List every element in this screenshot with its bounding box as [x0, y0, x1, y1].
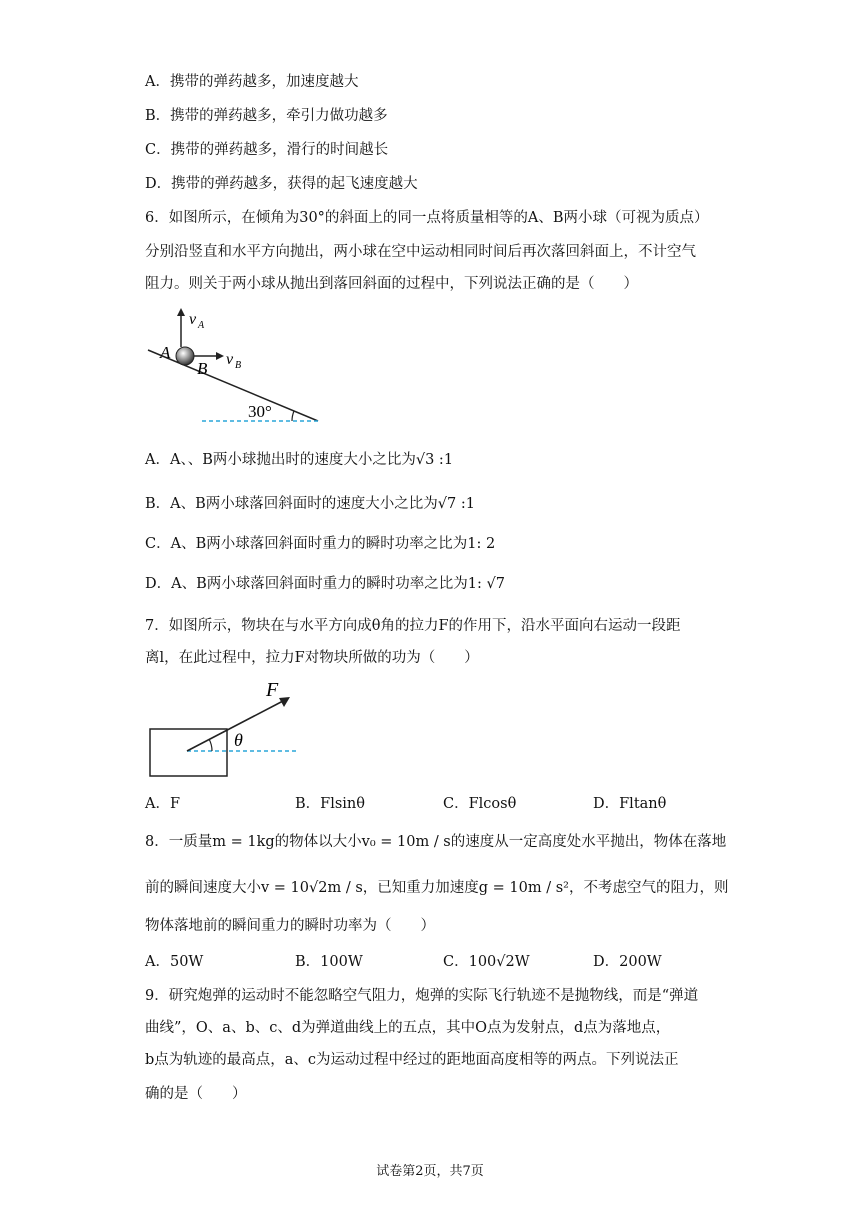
q9-stem-line-1: 9．研究炮弹的运动时不能忽略空气阻力，炮弹的实际飞行轨迹不是抛物线，而是“弹道: [145, 988, 699, 1004]
q8-stem-line-2: 前的瞬间速度大小v = 10√2m / s，已知重力加速度g = 10m / s²，不考虑空气的阻力，则: [145, 880, 729, 896]
force-label: F: [266, 679, 279, 701]
angle-arc: [292, 411, 294, 421]
q6-figure: [140, 300, 340, 430]
theta-label: θ: [234, 730, 243, 750]
q8-option-a: A．50W: [145, 954, 204, 970]
q7-option-d: D．Fltanθ: [593, 796, 667, 812]
page-footer: 试卷第2页，共7页: [376, 1164, 484, 1179]
q6-stem-line-2: 分别沿竖直和水平方向抛出，两小球在空中运动相同时间后再次落回斜面上，不计空气: [145, 244, 696, 260]
q6-option-a: A．A、、B两小球抛出时的速度大小之比为√3 :1: [145, 452, 454, 468]
q5-option-d: D．携带的弹药越多，获得的起飞速度越大: [145, 176, 418, 192]
q7-figure: [140, 676, 310, 786]
q8-stem-line-3: 物体落地前的瞬间重力的瞬时功率为（ ）: [145, 918, 435, 934]
q7-option-b: B．Flsinθ: [295, 796, 366, 812]
q8-option-c: C．100√2W: [443, 954, 530, 970]
ball: [176, 347, 194, 365]
q8-stem-line-1: 8．一质量m = 1kg的物体以大小v₀ = 10m / s的速度从一定高度处水平抛出，物体在落地: [145, 834, 727, 850]
q6-stem-line-3: 阻力。则关于两小球从抛出到落回斜面的过程中，下列说法正确的是（ ）: [145, 276, 638, 292]
va-arrowhead: [177, 308, 185, 316]
vb-label: v: [226, 351, 234, 368]
q8-option-b: B．100W: [295, 954, 363, 970]
vb-arrowhead: [216, 352, 224, 360]
label-a: A: [160, 343, 171, 362]
q9-stem-line-2: 曲线”，O、a、b、c、d为弹道曲线上的五点，其中O点为发射点，d点为落地点，: [145, 1020, 671, 1036]
va-subscript: A: [198, 320, 205, 331]
q7-option-c: C．Flcosθ: [443, 796, 517, 812]
q6-option-b: B．A、B两小球落回斜面时的速度大小之比为√7 :1: [145, 496, 475, 512]
label-b: B: [197, 359, 208, 378]
q6-option-c: C．A、B两小球落回斜面时重力的瞬时功率之比为1: 2: [145, 536, 496, 552]
q9-stem-line-3: b点为轨迹的最高点，a、c为运动过程中经过的距地面高度相等的两点。下列说法正: [145, 1052, 679, 1068]
q9-stem-line-4: 确的是（ ）: [145, 1086, 247, 1102]
angle-label: 30°: [248, 402, 272, 421]
q7-option-a: A．F: [145, 796, 181, 812]
q7-stem-line-2: 离l，在此过程中，拉力F对物块所做的功为（ ）: [145, 650, 479, 666]
va-label: v: [189, 311, 197, 328]
q7-stem-line-1: 7．如图所示，物块在与水平方向成θ角的拉力F的作用下，沿水平面向右运动一段距: [145, 618, 681, 634]
vb-subscript: B: [235, 360, 242, 371]
q5-option-b: B．携带的弹药越多，牵引力做功越多: [145, 108, 388, 124]
q6-option-d: D．A、B两小球落回斜面时重力的瞬时功率之比为1: √7: [145, 576, 505, 592]
q8-option-d: D．200W: [593, 954, 662, 970]
q5-option-a: A．携带的弹药越多，加速度越大: [145, 74, 359, 90]
q5-option-c: C．携带的弹药越多，滑行的时间越长: [145, 142, 389, 158]
theta-arc: [209, 739, 212, 751]
q6-stem-line-1: 6．如图所示，在倾角为30°的斜面上的同一点将质量相等的A、B两小球（可视为质点）: [145, 210, 709, 226]
